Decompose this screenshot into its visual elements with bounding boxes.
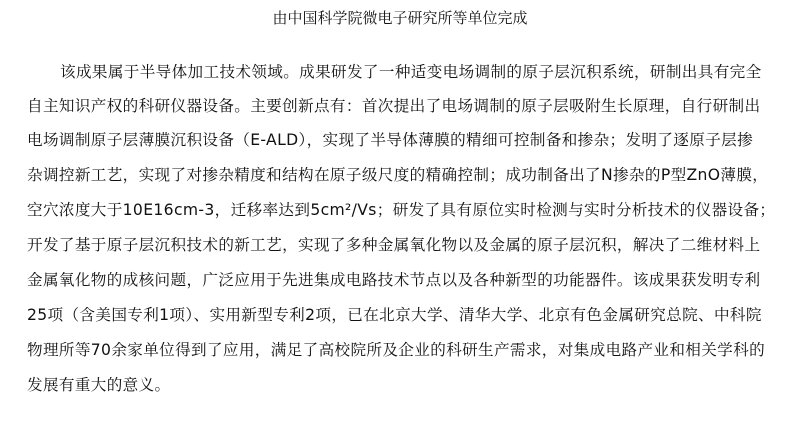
paragraph-line-4: 杂调控新工艺，实现了对掺杂精度和结构在原子级尺度的精确控制；成功制备出了N掺杂的P型ZnO薄膜，	[27, 166, 769, 184]
paragraph-line-5: 空穴浓度大于10E16cm-3，迁移率达到5cm²/Vs；研发了具有原位实时检测与实时分析技术的仪器设备；	[27, 201, 776, 219]
paragraph-line-6: 开发了基于原子层沉积技术的新工艺，实现了多种金属氧化物以及金属的原子层沉积，解决了二维材料上	[27, 236, 761, 254]
paragraph-line-3: 电场调制原子层薄膜沉积设备（E-ALD），实现了半导体薄膜的精细可控制备和掺杂；发明了逐原子层掺	[27, 131, 754, 149]
paragraph-line-1: 该成果属于半导体加工技术领域。成果研发了一种适变电场调制的原子层沉积系统，研制出具有完全	[60, 63, 762, 81]
paragraph-line-9: 物理所等70余家单位得到了应用，满足了高校院所及企业的科研生产需求，对集成电路产业和相关学科的	[27, 341, 766, 359]
paragraph-line-8: 25项（含美国专利1项）、实用新型专利2项，已在北京大学、清华大学、北京有色金属研究总院、中科院	[27, 306, 762, 324]
document-title: 由中国科学院微电子研究所等单位完成	[272, 9, 528, 27]
paragraph-line-10: 发展有重大的意义。	[27, 376, 171, 394]
paragraph-line-2: 自主知识产权的科研仪器设备。主要创新点有：首次提出了电场调制的原子层吸附生长原理，自行研制出	[27, 97, 761, 115]
paragraph-line-7: 金属氧化物的成核问题，广泛应用于先进集成电路技术节点以及各种新型的功能器件。该成果获发明专利	[27, 271, 761, 289]
